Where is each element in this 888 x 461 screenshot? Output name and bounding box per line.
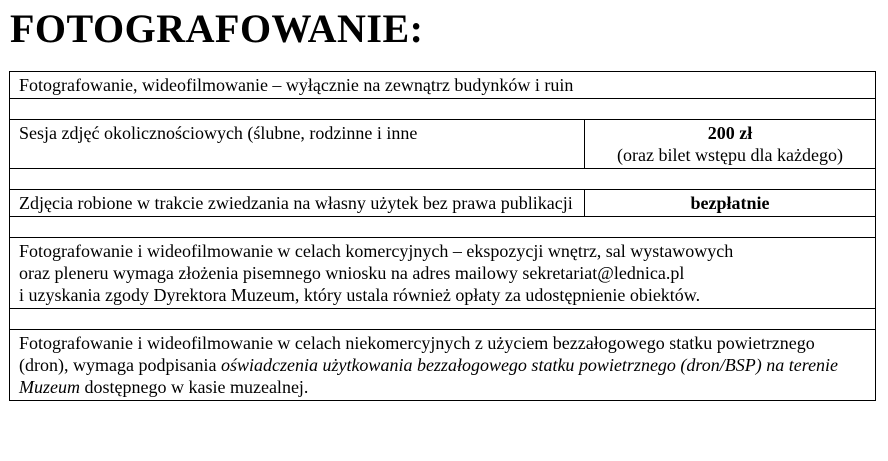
table-row [10, 72, 876, 99]
spacer-row [10, 99, 876, 120]
session-price-cell [585, 120, 876, 169]
table-row [10, 120, 876, 169]
spacer-cell [10, 169, 876, 190]
commercial-rule-cell [10, 238, 876, 309]
page-title: FOTOGRAFOWANIE: [10, 6, 424, 51]
personal-label-cell: Zdjęcia robione w trakcie zwiedzania na własny użytek bez prawa publikacji [10, 190, 585, 217]
spacer-row [10, 309, 876, 330]
session-label-cell: Sesja zdjęć okolicznościowych (ślubne, rodzinne i inne [10, 120, 585, 169]
spacer-cell [10, 217, 876, 238]
drone-text-before: Fotografowanie i wideofilmowanie w celach niekomercyjnych z użyciem bezzałogowego statku powietrznego (dron), wymaga podpisania [19, 333, 815, 375]
general-rule-cell: Fotografowanie, wideofilmowanie – wyłącznie na zewnątrz budynków i ruin [10, 72, 876, 99]
commercial-line-3: i uzyskania zgody Dyrektora Muzeum, który ustala również opłaty za udostępnienie obiektów. [19, 285, 701, 305]
table-row [10, 330, 876, 401]
table-row [10, 238, 876, 309]
session-price: 200 zł [707, 123, 753, 143]
spacer-cell [10, 99, 876, 120]
spacer-cell [10, 309, 876, 330]
drone-statement-text: oświadczenia użytkowania bezzałogowego statku powietrznego (dron/BSP) na terenie Muzeum [19, 355, 839, 397]
personal-price-cell [585, 190, 876, 217]
table-row [10, 190, 876, 217]
drone-rule-cell [10, 330, 876, 401]
session-price-note: (oraz bilet wstępu dla każdego) [617, 145, 843, 165]
photography-rules-table [9, 71, 876, 401]
spacer-row [10, 217, 876, 238]
drone-text-after: dostępnego w kasie muzealnej. [80, 377, 309, 397]
spacer-row [10, 169, 876, 190]
personal-price: bezpłatnie [690, 193, 770, 213]
commercial-line-2: oraz pleneru wymaga złożenia pisemnego wniosku na adres mailowy sekretariat@lednica.pl [19, 263, 685, 283]
commercial-line-1: Fotografowanie i wideofilmowanie w celach komercyjnych – ekspozycji wnętrz, sal wystawowych [19, 241, 734, 261]
